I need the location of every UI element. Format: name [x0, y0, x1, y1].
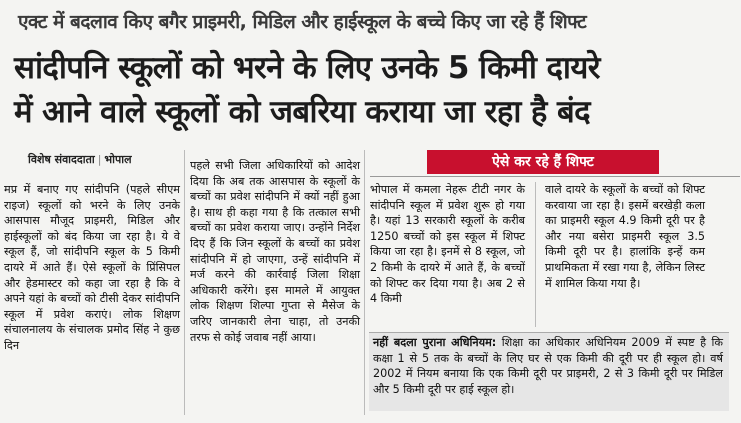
sidebar-banner: ऐसे कर रहे हैं शिफ्ट [427, 150, 659, 174]
column-divider [364, 150, 365, 415]
main-headline [14, 46, 734, 134]
info-box-text [373, 335, 723, 397]
column-2-text: पहले सभी जिला अधिकारियों को आदेश दिया कि अब तक आसपास के स्कूलों के बच्चों का प्रवेश सांदीपनि में क्यों नहीं हुआ है। साथ ही कहा गया है कि तत्काल सभी बच्चों का प्रवेश कराया जाए। उन्होंने निर्देश दिए हैं कि जिन स्कूलों के बच्चों का प्रवेश सांदीपनि में हो जाएगा, उन्हें सांदीपनि में मर्ज करने की कार्रवाई जिला शिक्षा अधिकारी करेंगे। इस मामले में आयुक्त लोक शिक्षण शिल्पा गुप्ता से मैसेज के जरिए जानकारी लेना चाहा, तो उनकी तरफ से कोई जवाब नहीं आया। [190, 159, 360, 344]
column-divider [535, 182, 536, 327]
info-box [369, 332, 729, 411]
sidebar-column-2-text: वाले दायरे के स्कूलों के बच्चों को शिफ्ट करवाया जा रहा है। इसमें बरखेड़ी कला का प्राइमरी स्कूल 4.9 किमी दूरी पर है और नया बसेरा प्राइमरी स्कूल 3.5 किमी दूरी पर है। हालांकि इन्हें कम प्राथमिकता में रखा गया है, लेकिन लिस्ट में शामिल किया गया है। [545, 183, 705, 290]
sidebar-column-2 [545, 182, 705, 291]
column-1-text: मप्र में बनाए गए सांदीपनि (पहले सीएम राइज) स्कूलों को भरने के लिए उनके आसपास मौजूद प्राइमरी, मिडिल और हाईस्कूलों को बंद किया जा रहा है। ये वे स्कूल हैं, जो सांदीपनि स्कूल के 5 किमी दायरे में आते हैं। ऐसे स्कूलों के प्रिंसिपल और हेडमास्टर को कहा जा रहा है कि वे अपने यहां के बच्चों को टीसी देकर सांदीपनि स्कूल में प्रवेश कराएं। लोक शिक्षण संचालनालय के संचालक प्रमोद सिंह ने कुछ दिन [4, 183, 180, 352]
headline-line-2: में आने वाले स्कूलों को जबरिया कराया जा रहा है बंद [14, 94, 590, 130]
column-divider [184, 150, 185, 415]
byline-author: विशेष संवाददाता [28, 153, 95, 166]
info-box-label: नहीं बदला पुराना अधिनियम: [373, 336, 497, 349]
article-column-1 [4, 182, 180, 354]
sidebar-rule [370, 176, 740, 177]
byline-place: भोपाल [104, 153, 132, 166]
sidebar-column-1-text: भोपाल में कमला नेहरू टीटी नगर के सांदीपनि स्कूल में प्रवेश शुरू हो गया है। यहां 13 सरकारी स्कूलों के करीब 1250 बच्चों को इस स्कूल में शिफ्ट किया जा रहा है। इनमें से 8 स्कूल, जो 2 किमी के दायरे में आते हैं, के बच्चों को शिफ्ट कर दिया गया है। अब 2 से 4 किमी [370, 183, 525, 306]
sidebar-column-1 [370, 182, 525, 307]
byline-separator: | [97, 153, 102, 166]
kicker-headline: एक्ट में बदलाव किए बगैर प्राइमरी, मिडिल और हाईस्कूल के बच्चे किए जा रहे हैं शिफ्ट [18, 11, 587, 33]
article-column-2 [190, 158, 360, 345]
headline-line-1: सांदीपनि स्कूलों को भरने के लिए उनके 5 किमी दायरे [14, 50, 600, 86]
byline [28, 152, 132, 167]
info-box-body: शिक्षा का अधिकार अधिनियम 2009 में स्पष्ट है कि कक्षा 1 से 5 तक के बच्चों के लिए घर से एक किमी की दूरी पर ही स्कूल हो। वर्ष 2002 में नियम बनाया कि एक किमी दूरी पर प्राइमरी, 2 से 3 किमी दूरी पर मिडिल और 5 किमी दूरी पर हाई स्कूल हो। [373, 336, 723, 396]
